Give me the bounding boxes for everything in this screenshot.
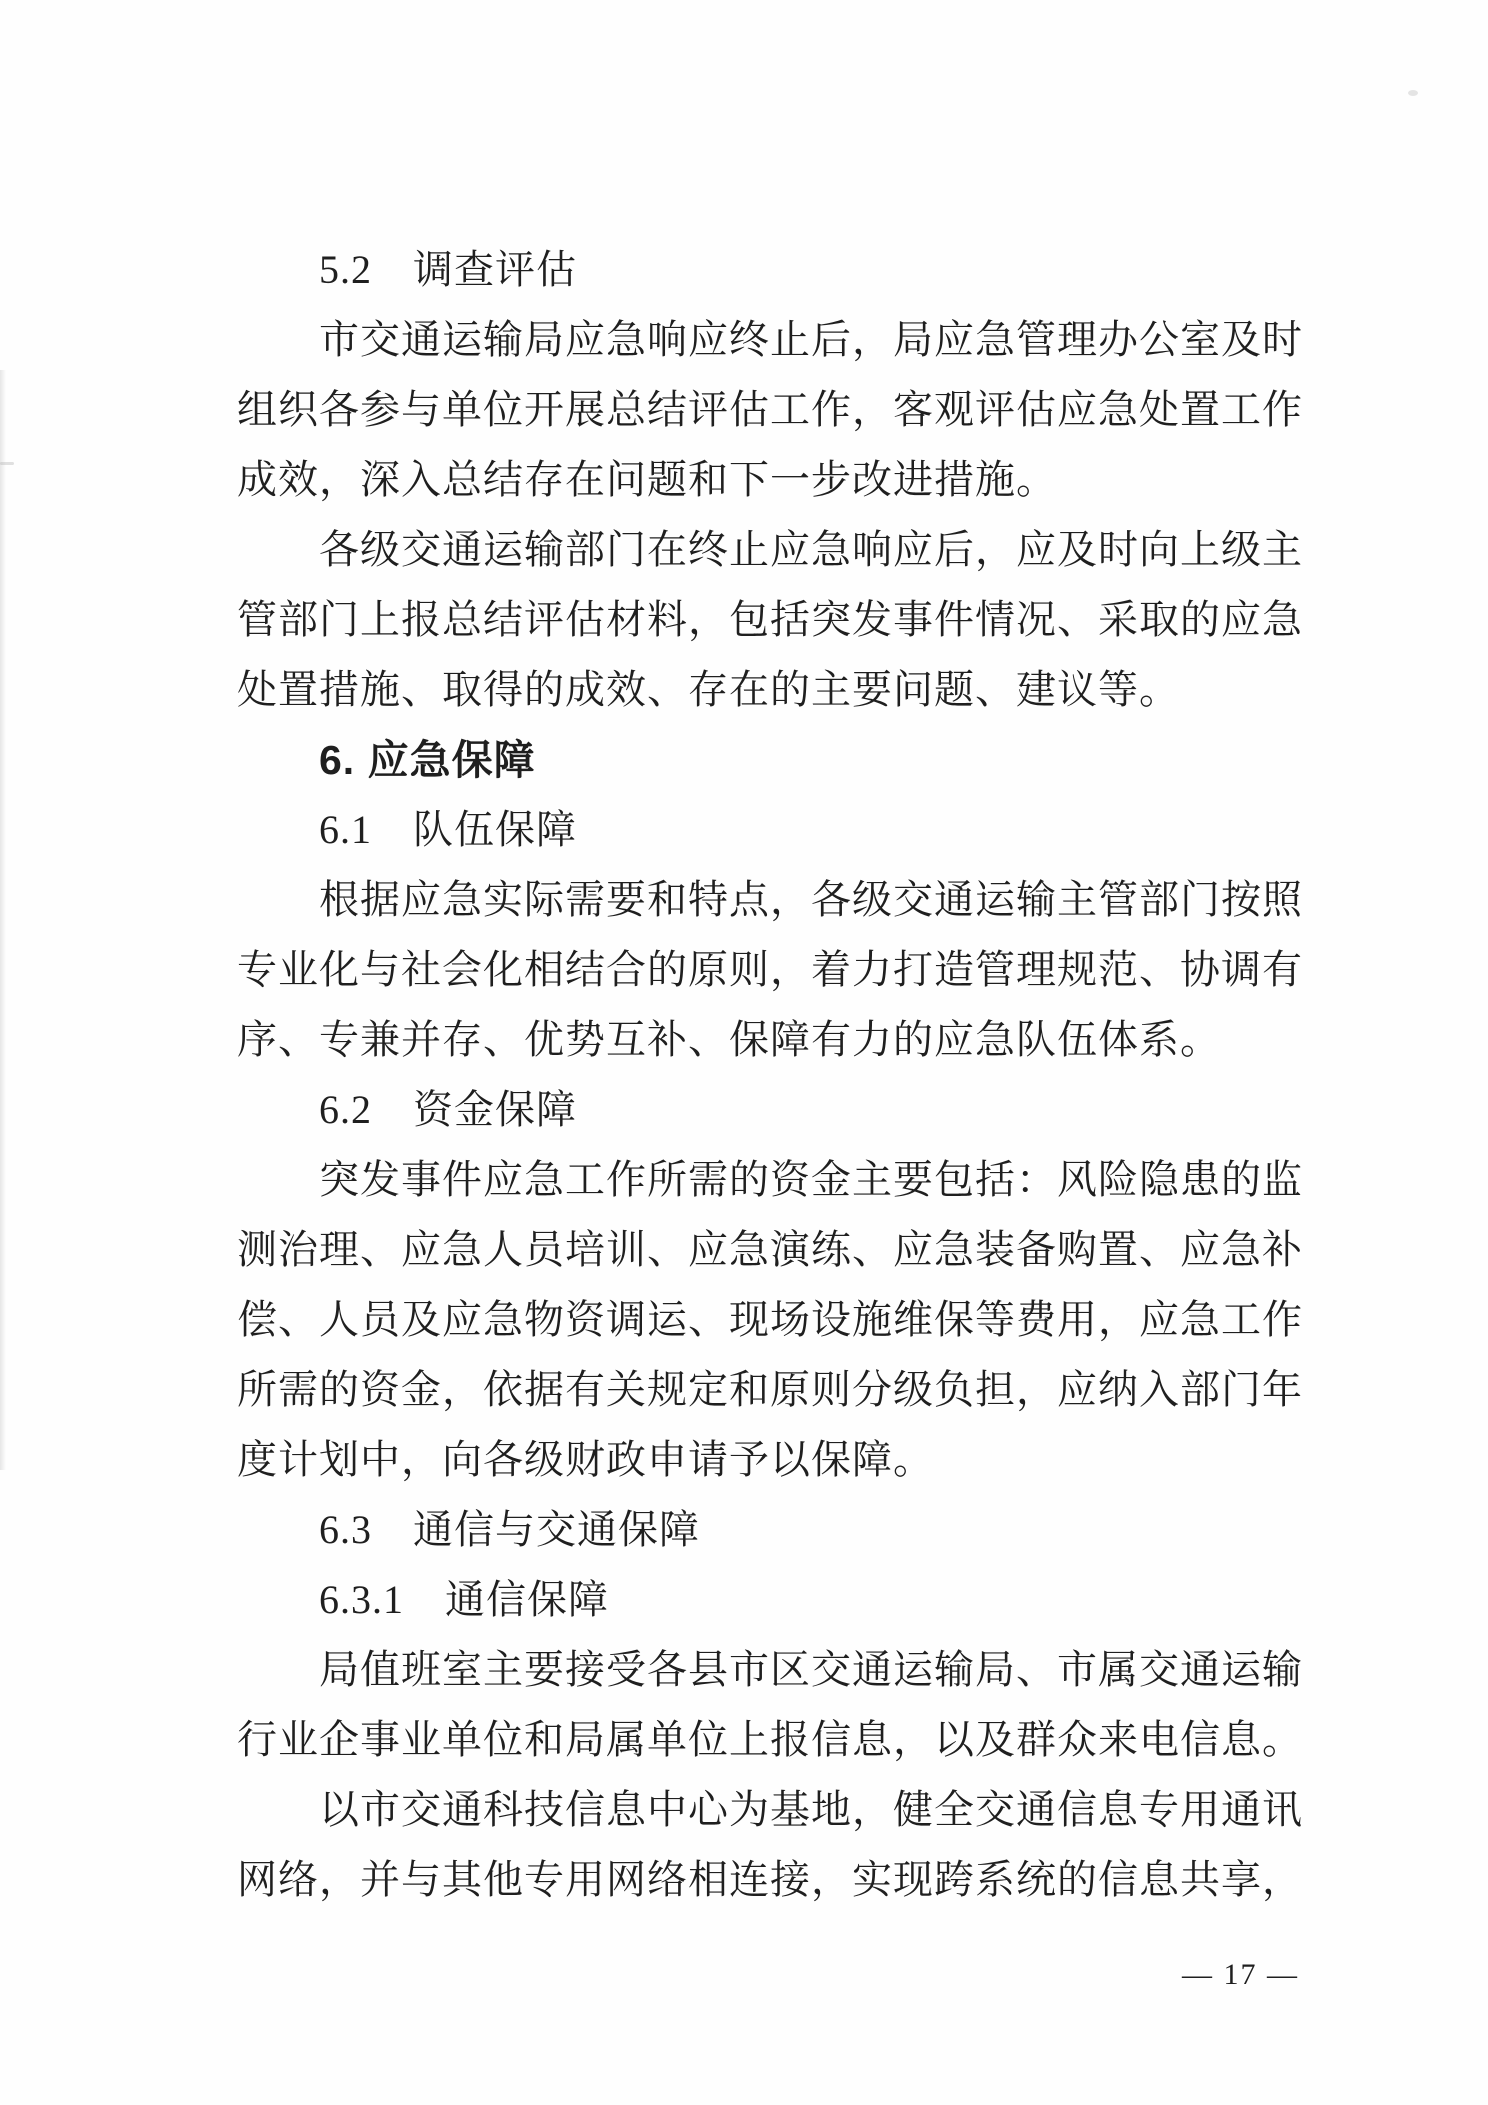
heading-line: 6. 应急保障	[319, 737, 536, 783]
text-line: 组织各参与单位开展总结评估工作，客观评估应急处置工作	[237, 387, 1303, 432]
text-line: 处置措施、取得的成效、存在的主要问题、建议等。	[237, 667, 1180, 712]
heading-line: 6.3.1 通信保障	[319, 1577, 609, 1622]
scan-artifact-dot	[1408, 90, 1418, 96]
text-line: 根据应急实际需要和特点，各级交通运输主管部门按照	[319, 877, 1303, 922]
text-line: 各级交通运输部门在终止应急响应后，应及时向上级主	[319, 527, 1303, 572]
text-line: 市交通运输局应急响应终止后，局应急管理办公室及时	[319, 317, 1303, 362]
heading-line: 5.2 调查评估	[319, 247, 577, 292]
heading-line: 6.1 队伍保障	[319, 807, 577, 852]
text-line: 行业企事业单位和局属单位上报信息，以及群众来电信息。	[237, 1717, 1303, 1762]
scan-artifact-tick	[0, 462, 14, 465]
text-line: 以市交通科技信息中心为基地，健全交通信息专用通讯	[319, 1787, 1303, 1832]
text-line: 突发事件应急工作所需的资金主要包括：风险隐患的监	[319, 1157, 1303, 1202]
text-line: 偿、人员及应急物资调运、现场设施维保等费用，应急工作	[237, 1297, 1303, 1342]
page-number: — 17 —	[1182, 1958, 1299, 1991]
text-line: 序、专兼并存、优势互补、保障有力的应急队伍体系。	[237, 1017, 1221, 1062]
document-text-block	[237, 235, 1303, 1915]
text-line: 专业化与社会化相结合的原则，着力打造管理规范、协调有	[237, 947, 1303, 992]
text-line: 局值班室主要接受各县市区交通运输局、市属交通运输	[319, 1647, 1303, 1692]
text-line: 成效，深入总结存在问题和下一步改进措施。	[237, 457, 1057, 502]
heading-line: 6.2 资金保障	[319, 1087, 577, 1132]
text-line: 网络，并与其他专用网络相连接，实现跨系统的信息共享，	[237, 1857, 1303, 1902]
heading-line: 6.3 通信与交通保障	[319, 1507, 700, 1552]
text-line: 管部门上报总结评估材料，包括突发事件情况、采取的应急	[237, 597, 1303, 642]
text-line: 测治理、应急人员培训、应急演练、应急装备购置、应急补	[237, 1227, 1303, 1272]
text-line: 度计划中，向各级财政申请予以保障。	[237, 1437, 934, 1482]
scan-artifact-left-edge	[0, 370, 6, 1470]
text-line: 所需的资金，依据有关规定和原则分级负担，应纳入部门年	[237, 1367, 1303, 1412]
